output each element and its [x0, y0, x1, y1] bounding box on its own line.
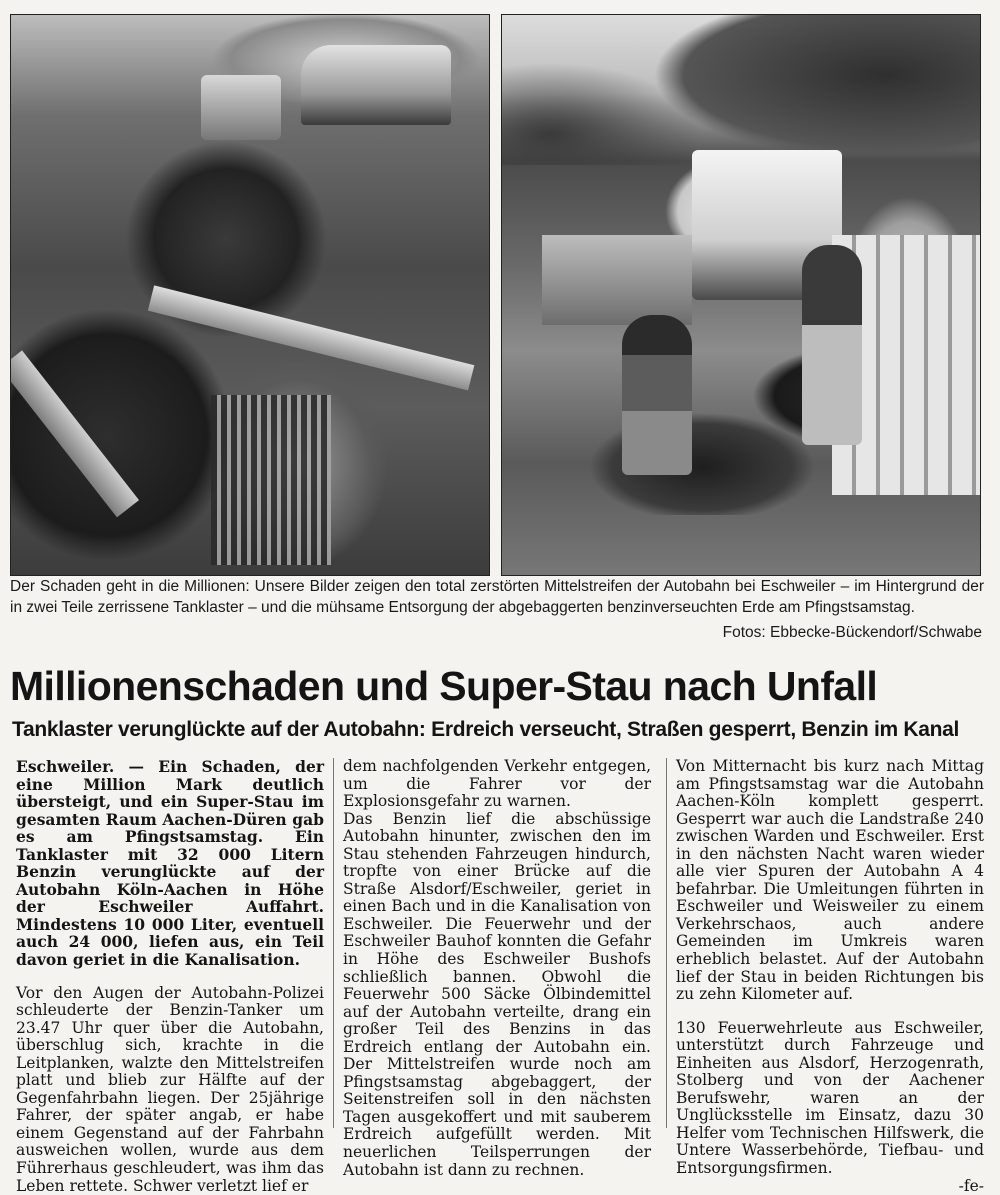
container-shape	[542, 235, 692, 325]
article-paragraph: Das Benzin lief die abschüssige Autobahn hinunter, zwischen den im Stau stehenden Fahrzeugen hindurch, tropfte von einer Brücke auf die Straße Alsdorf/Eschweiler, geriet in einen Bach und in die Kanalisation von Eschweiler. Die Feuerwehr und der Eschweiler Bauhof konnten die Gefahr in Höhe des Eschweiler Bushofs schließlich bannen. Obwohl die Feuerwehr 500 Säcke Ölbindemittel auf der Autobahn verteilte, drang ein großer Teil des Benzins in das Erdreich entlang der Autobahn ein. Der Mittelstreifen wurde noch am Pfingstsamstag abgebaggert, der Seitenstreifen soll in den nächsten Tagen ausgekoffert und mit sauberem Erdreich aufgefüllt werden. Mit neuerlichen Teilsperrungen der Autobahn ist dann zu rechnen.	[343, 809, 651, 1179]
photo-credit: Fotos: Ebbecke-Bückendorf/Schwabe	[722, 624, 982, 641]
subheadline: Tanklaster verunglückte auf der Autobahn: Erdreich verseucht, Straßen gesperrt, Benzin im Kanal	[12, 718, 960, 741]
article-column-2	[343, 758, 651, 1179]
photo-crash-site	[10, 14, 490, 576]
truck-cab-shape	[201, 75, 281, 140]
column-divider	[333, 758, 334, 1128]
worker-figure	[622, 315, 692, 475]
photo-caption: Der Schaden geht in die Millionen: Unsere Bilder zeigen den total zerstörten Mittelstreifen der Autobahn bei Eschweiler – im Hintergrund der in zwei Teile zerrissene Tanklaster – und die mühsame Entsorgung der abgebaggerten benzinverseuchten Erde am Pfingstsamstag.	[10, 578, 984, 616]
article-column-3	[676, 758, 984, 1195]
tanker-truck-shape	[301, 45, 451, 125]
article-paragraph: Von Mitternacht bis kurz nach Mittag am Pfingstsamstag war die Autobahn Aachen-Köln komplett gesperrt. Gesperrt war auch die Landstraße 240 zwischen Warden und Eschweiler. Erst in den nächsten Nacht waren wieder alle vier Spuren der Autobahn A 4 befahrbar. Die Umleitungen führten in Eschweiler und Weisweiler zu einem Verkehrschaos, auch andere Gemeinden im Umkreis waren erheblich belastet. Auf der Autobahn lief der Stau in beiden Richtungen bis zu zehn Kilometer auf.	[676, 757, 984, 1004]
author-signature: -fe-	[958, 1176, 984, 1195]
column-divider	[666, 758, 667, 1128]
photo-soil-removal	[501, 14, 981, 576]
headline: Millionenschaden und Super-Stau nach Unfall	[10, 663, 878, 709]
article-paragraph: Vor den Augen der Autobahn-Polizei schleuderte der Benzin-Tanker um 23.47 Uhr quer über die Autobahn, überschlug sich, krachte in die Leitplanken, walzte den Mittelstreifen platt und blieb zur Hälfte auf der Gegenfahrbahn liegen. Der 25jährige Fahrer, der später angab, er habe einem Gegenstand auf der Fahrbahn ausweichen wollen, wurde aus dem Führerhaus geschleudert, was ihm das Leben rettete. Schwer verletzt lief er	[16, 983, 324, 1195]
article-lead: Eschweiler. — Ein Schaden, der eine Million Mark deutlich übersteigt, und ein Super-Stau im gesamten Raum Aachen-Düren gab es am Pfingstsamstag. Ein Tanklaster mit 32 000 Litern Benzin verunglückte auf der Autobahn Köln-Aachen in Höhe der Eschweiler Auffahrt. Mindestens 10 000 Liter, eventuell auch 24 000, liefen aus, ein Teil davon geriet in die Kanalisation.	[16, 757, 324, 970]
guardrail-shape-2	[10, 350, 139, 517]
article-paragraph: dem nachfolgenden Verkehr entgegen, um die Fahrer vor der Explosionsgefahr zu warnen.	[343, 757, 651, 811]
debris-shape	[211, 395, 331, 565]
guardrail-shape	[148, 285, 474, 390]
article-column-1	[16, 758, 324, 1195]
article-paragraph: 130 Feuerwehrleute aus Eschweiler, unterstützt durch Fahrzeuge und Einheiten aus Alsdorf, Herzogenrath, Stolberg und von der Aachener Berufswehr, waren an der Unglücksstelle im Einsatz, dazu 30 Helfer vom Technischen Hilfswerk, die Untere Wasserbehörde, Tiefbau- und Entsorgungsfirmen.	[676, 1018, 984, 1178]
worker-figure-2	[802, 245, 862, 445]
trees-shape	[502, 15, 980, 165]
